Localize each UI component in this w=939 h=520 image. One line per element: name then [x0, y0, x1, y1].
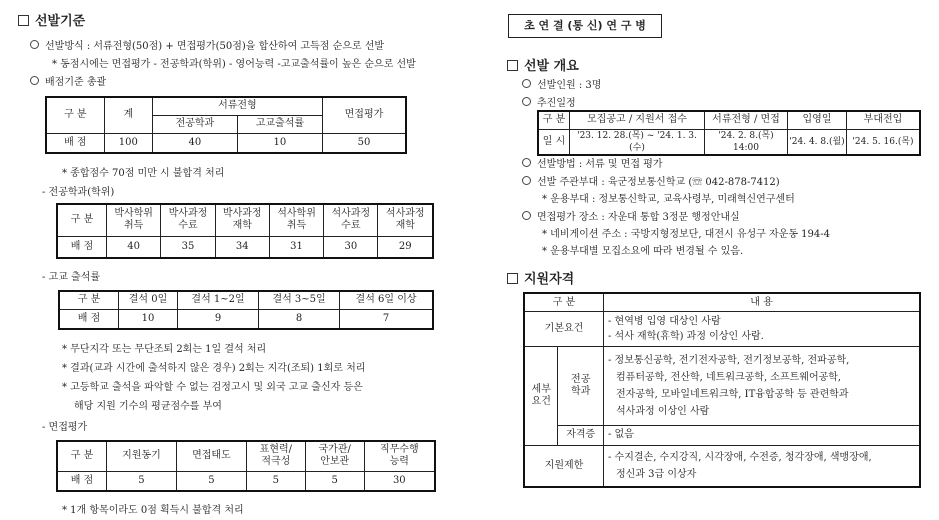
summary-h-major: 전공학과: [152, 115, 237, 133]
interview-title: - 면접평가: [42, 422, 88, 433]
major-h-category: 구 분: [57, 204, 107, 236]
qual-cert-value: - 없음: [604, 425, 921, 446]
attend-note-3: 해당 지원 기수의 평균점수를 부여: [74, 401, 222, 412]
major-h-0: [107, 204, 161, 236]
interview-v-3: 5: [305, 471, 364, 491]
square-bullet-icon: [507, 273, 518, 284]
major-v-1: 35: [161, 236, 215, 258]
interview-row-label: 배 점: [57, 471, 107, 491]
major-h-0-a: 박사학위: [114, 208, 153, 220]
square-bullet-icon: [507, 60, 518, 71]
major-v-0: 40: [107, 236, 161, 258]
attend-h-3: 결석 6일 이상: [340, 291, 433, 309]
major-h-2-b: 재학: [232, 220, 252, 232]
attend-h-2: 결석 3~5일: [259, 291, 340, 309]
qual-limit-label: 지원제한: [524, 446, 604, 487]
major-h-2: [215, 204, 269, 236]
schedule-h-1: 모집공고 / 지원서 접수: [570, 111, 705, 129]
schedule-title: [522, 94, 576, 109]
interview-v-4: 30: [364, 471, 435, 491]
attend-h-category: 구 분: [59, 291, 119, 309]
schedule-table: [537, 110, 921, 156]
major-h-4-b: 수료: [341, 220, 361, 232]
schedule-row-label: 일 시: [538, 129, 570, 155]
summary-v-attend: 10: [237, 133, 322, 153]
schedule-h-4: 부대전입: [847, 111, 921, 129]
qual-cert-label: 자격증: [558, 425, 604, 446]
major-h-4-a: 석사과정: [331, 208, 371, 220]
major-row-label: 배 점: [57, 236, 107, 258]
schedule-h-0: 구 분: [538, 111, 570, 129]
summary-h-category: 구 분: [46, 97, 104, 133]
schedule-h-2: 서류전형 / 면접: [705, 111, 788, 129]
interview-venue-text: 면접평가 장소 : 자운대 통합 3정문 행정안내실: [537, 212, 740, 223]
qual-major-content: [604, 347, 921, 425]
summary-h-total: 계: [104, 97, 152, 133]
total-score-note: * 종합점수 70점 미만 시 불합격 처리: [62, 168, 225, 179]
major-degree-title: - 전공학과(학위): [42, 187, 115, 198]
interview-h-2-b: 적극성: [261, 456, 291, 468]
qual-basic-label: 기본요건: [524, 312, 604, 347]
interview-h-3-a: 국가관/: [318, 444, 351, 456]
headcount-text: 선발인원 : 3명: [537, 80, 602, 91]
selection-method-right: [522, 155, 663, 170]
major-degree-table: [56, 203, 434, 259]
operating-unit-note: * 운용부대 : 정보통신학교, 교육사령부, 미래혁신연구센터: [542, 194, 795, 205]
major-h-3-b: 취득: [286, 220, 307, 232]
qual-detail-label-a: 세부: [531, 384, 551, 396]
major-h-4: [324, 204, 378, 236]
section-title-selection-criteria: [18, 10, 85, 29]
qual-major-label: [558, 347, 604, 425]
attendance-table: [58, 290, 434, 330]
attendance-title: - 고교 출석률: [42, 272, 101, 283]
qualification-title-text: 지원자격: [524, 272, 575, 287]
major-h-1: [161, 204, 215, 236]
interview-h-2: [246, 441, 305, 471]
selection-method-text: 선발방식 : 서류전형(50점) + 면접평가(50점)을 합산하여 고득점 순으로 선발: [45, 41, 385, 52]
major-h-3: [269, 204, 323, 236]
interview-venue: [522, 208, 740, 223]
summary-h-attend: 고교출석률: [237, 115, 322, 133]
circle-bullet-icon: [30, 76, 39, 85]
interview-v-1: 5: [176, 471, 246, 491]
attend-v-3: 7: [340, 309, 433, 329]
major-v-3: 31: [269, 236, 323, 258]
unit-banner: 초 연 결 (통 신) 연 구 병: [508, 14, 662, 38]
qualification-table: [523, 292, 921, 488]
host-unit: [522, 173, 780, 188]
major-h-1-b: 수료: [178, 220, 198, 232]
qual-limit-line-0: - 수지결손, 수지강직, 시각장애, 수전증, 청각장애, 색맹장애,: [608, 452, 872, 464]
section-title-qualification: [507, 268, 574, 287]
summary-v-major: 40: [152, 133, 237, 153]
circle-bullet-icon: [522, 79, 531, 88]
summary-h-doc: 서류전형: [152, 97, 322, 115]
interview-h-category: 구 분: [57, 441, 107, 471]
attend-v-2: 8: [259, 309, 340, 329]
interview-h-3-b: 안보관: [320, 456, 350, 468]
attend-note-2: * 고등학교 출석을 파악할 수 없는 검정고시 및 외국 고교 출신자 등은: [62, 382, 363, 393]
section-title-overview: [507, 55, 579, 74]
attend-h-1: 결석 1~2일: [178, 291, 259, 309]
summary-row-label: 배 점: [46, 133, 104, 153]
interview-h-4: [364, 441, 435, 471]
schedule-h-3: 입영일: [788, 111, 847, 129]
schedule-v-0: '23. 12. 28.(목) ~ '24. 1. 3.(수): [570, 129, 705, 155]
attend-v-0: 10: [119, 309, 178, 329]
score-summary-title: [30, 73, 106, 88]
circle-bullet-icon: [522, 97, 531, 106]
interview-h-2-a: 표현력/: [259, 444, 293, 456]
qual-major-line-0: - 정보통신공학, 전기전자공학, 전기정보공학, 전파공학,: [608, 354, 850, 366]
summary-score-table: [45, 96, 407, 154]
interview-v-0: 5: [107, 471, 177, 491]
interview-h-0: 지원동기: [107, 441, 177, 471]
selection-method: [30, 37, 384, 52]
qual-major-label-b: 학과: [571, 385, 591, 397]
headcount: [522, 76, 601, 91]
interview-h-1: 면접태도: [176, 441, 246, 471]
qual-h-category: 구 분: [524, 293, 604, 312]
circle-bullet-icon: [522, 158, 531, 167]
qual-basic-line-0: - 현역병 입영 대상인 사람: [608, 316, 721, 328]
qual-detail-label-b: 요건: [531, 396, 551, 408]
change-note: * 운용부대별 모집소요에 따라 변경될 수 있음.: [542, 246, 744, 257]
circle-bullet-icon: [522, 176, 531, 185]
major-h-5-a: 석사과정: [385, 208, 425, 220]
score-summary-title-text: 배점기준 총괄: [45, 77, 107, 88]
major-h-0-b: 취득: [123, 220, 144, 232]
interview-table: [56, 440, 436, 492]
qual-detail-label: [524, 347, 558, 446]
qual-limit-line-1: 정신과 3급 이상자: [616, 469, 697, 481]
major-v-5: 29: [378, 236, 433, 258]
circle-bullet-icon: [522, 211, 531, 220]
qual-major-line-2: 전자공학, 모바일네트워크학, IT융합공학 등 관련학과: [616, 388, 849, 400]
section-title-text: 선발기준: [35, 14, 86, 29]
overview-title-text: 선발 개요: [524, 59, 579, 74]
square-bullet-icon: [18, 15, 29, 26]
qual-major-line-3: 석사과정 이상인 사람: [616, 405, 710, 417]
qual-h-content: 내 용: [604, 293, 921, 312]
attend-note-0: * 무단지각 또는 무단조퇴 2회는 1일 결석 처리: [62, 344, 267, 355]
host-unit-text: 선발 주관부대 : 육군정보통신학교 (☏ 042-878-7412): [537, 177, 780, 188]
major-h-5-b: 재학: [395, 220, 415, 232]
interview-note: * 1개 항목이라도 0점 획득시 불합격 처리: [62, 505, 244, 516]
interview-h-4-b: 능력: [389, 456, 409, 468]
major-h-3-a: 석사학위: [277, 208, 316, 220]
schedule-v-1: '24. 2. 8.(목) 14:00: [705, 129, 788, 155]
qual-major-line-1: 컴퓨터공학, 전산학, 네트워크공학, 소프트웨어공학,: [616, 371, 842, 383]
attend-row-label: 배 점: [59, 309, 119, 329]
circle-bullet-icon: [30, 40, 39, 49]
qual-basic-content: [604, 312, 921, 347]
attend-note-1: * 결과(교과 시간에 출석하지 않은 경우) 2회는 지각(조퇴) 1회로 처리: [62, 363, 366, 374]
major-v-2: 34: [215, 236, 269, 258]
schedule-v-2: '24. 4. 8.(월): [788, 129, 847, 155]
tie-break-note: * 동점시에는 면접평가 - 전공학과(학위) - 영어능력 -고교출석률이 높은 순으로 선발: [52, 59, 416, 70]
interview-h-4-a: 직무수행: [379, 444, 419, 456]
schedule-v-3: '24. 5. 16.(목): [847, 129, 921, 155]
attend-v-1: 9: [178, 309, 259, 329]
summary-v-interview: 50: [322, 133, 406, 153]
major-h-1-a: 박사과정: [168, 208, 208, 220]
navigation-address: * 네비게이션 주소 : 국방지형정보단, 대전시 유성구 자운동 194-4: [542, 229, 830, 240]
summary-v-total: 100: [104, 133, 152, 153]
schedule-title-text: 추진일정: [537, 98, 576, 109]
summary-h-interview: 면접평가: [322, 97, 406, 133]
selection-method-right-text: 선발방법 : 서류 및 면접 평가: [537, 159, 663, 170]
interview-v-2: 5: [246, 471, 305, 491]
interview-h-3: [305, 441, 364, 471]
qual-limit-content: [604, 446, 921, 487]
qual-basic-line-1: - 석사 재학(휴학) 과정 이상인 사람.: [608, 331, 764, 343]
major-v-4: 30: [324, 236, 378, 258]
attend-h-0: 결석 0일: [119, 291, 178, 309]
qual-major-label-a: 전공: [571, 373, 591, 385]
major-h-5: [378, 204, 433, 236]
major-h-2-a: 박사과정: [222, 208, 262, 220]
